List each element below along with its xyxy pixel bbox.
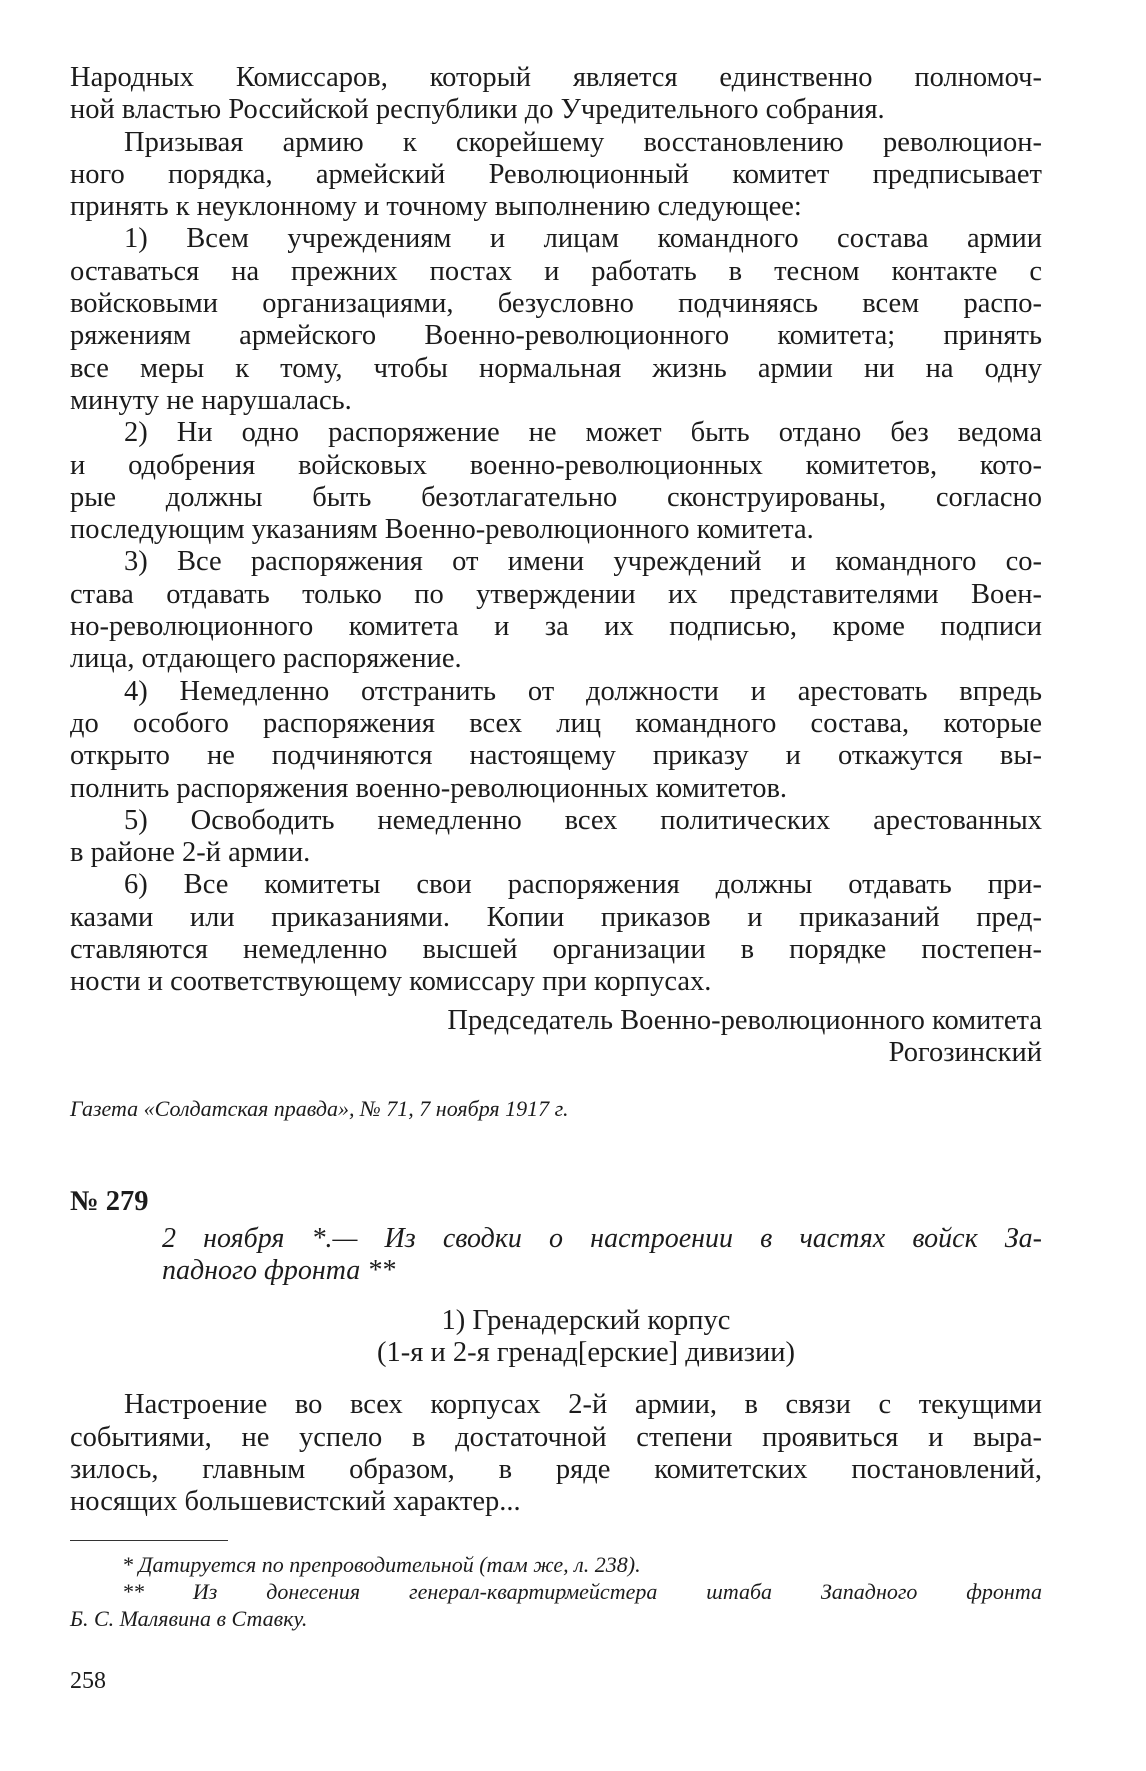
text-line: войсковыми организациями, безусловно подчиняясь всем распо-: [70, 288, 1042, 320]
text-line: ряжениям армейского Военно-революционного комитета; принять: [70, 320, 1042, 352]
text-line: 2) Ни одно распоряжение не может быть отдано без ведома: [124, 417, 1042, 449]
order-item-4: [70, 676, 1042, 805]
text-line: 5) Освободить немедленно всех политических арестованных: [124, 804, 1042, 836]
order-item-1: [70, 223, 1042, 417]
signature-name: Рогозинский: [888, 1036, 1042, 1068]
document-heading: [70, 1223, 1042, 1287]
text-line: става отдавать только по утверждении их представителями Воен-: [70, 578, 1042, 610]
footnote-2-line: Б. С. Малявина в Ставку.: [70, 1606, 308, 1632]
text-line: Народных Комиссаров, который является единственно полномоч-: [70, 62, 1042, 93]
section-subheading: [70, 1305, 1042, 1369]
text-line: в районе 2-й армии.: [70, 837, 311, 869]
text-line: 4) Немедленно отстранить от должности и арестовать впредь: [124, 675, 1042, 707]
text-line: лица, отдающего распоряжение.: [70, 643, 462, 675]
text-line: ставляются немедленно высшей организации в порядке постепен-: [70, 934, 1042, 966]
subheading-line: (1-я и 2-я гренад[ерские] дивизии): [377, 1337, 795, 1369]
paragraph-report: [70, 1389, 1042, 1518]
text-line: принять к неуклонному и точному выполнению следующее:: [70, 191, 802, 223]
order-item-2: [70, 417, 1042, 546]
text-line: зилось, главным образом, в ряде комитетских постановлений,: [70, 1453, 1042, 1485]
paragraph-preamble: [70, 127, 1042, 224]
text-line: ного порядка, армейский Революционный комитет предписывает: [70, 158, 1042, 190]
text-line: событиями, не успело в достаточной степени проявиться и выра-: [70, 1421, 1042, 1453]
text-line: 3) Все распоряжения от имени учреждений и командного со-: [124, 546, 1042, 578]
text-line: но-революционного комитета и за их подписью, кроме подписи: [70, 611, 1042, 643]
text-line: все меры к тому, чтобы нормальная жизнь армии ни на одну: [70, 352, 1042, 384]
order-item-3: [70, 546, 1042, 675]
text-line: последующим указаниям Военно-революционного комитета.: [70, 514, 814, 546]
footnote-1: * Датируется по препроводительной (там же, л. 238).: [122, 1552, 641, 1578]
footnotes: [70, 1551, 1042, 1632]
order-item-5: [70, 805, 1042, 870]
text-line: полнить распоряжения военно-революционных комитетов.: [70, 772, 788, 804]
text-line: 1) Всем учреждениям и лицам командного состава армии: [124, 223, 1042, 255]
paragraph-intro: [70, 62, 1042, 127]
heading-line: падного фронта **: [162, 1255, 396, 1287]
text-line: Настроение во всех корпусах 2-й армии, в связи с текущими: [124, 1389, 1042, 1421]
document-number: № 279: [70, 1186, 149, 1218]
page-content: [70, 62, 1042, 1695]
order-item-6: [70, 869, 1042, 998]
text-line: Призывая армию к скорейшему восстановлению революцион-: [124, 126, 1042, 158]
footnote-2-line: ** Из донесения генерал-квартирмейстера штаба Западного фронта: [122, 1579, 1042, 1605]
text-line: ной властью Российской республики до Учредительного собрания.: [70, 94, 885, 126]
heading-line: 2 ноября *.— Из сводки о настроении в частях войск За-: [162, 1223, 1042, 1255]
page-number: 258: [70, 1668, 106, 1695]
text-line: носящих большевистский характер...: [70, 1486, 521, 1518]
text-line: открыто не подчиняются настоящему приказу и откажутся вы-: [70, 740, 1042, 772]
source-citation: Газета «Солдатская правда», № 71, 7 ноября 1917 г.: [70, 1096, 569, 1122]
text-line: 6) Все комитеты свои распоряжения должны отдавать при-: [124, 869, 1042, 901]
signature-block: [70, 1005, 1042, 1070]
signature-title: Председатель Военно-революционного комитета: [447, 1004, 1042, 1036]
text-line: рые должны быть безотлагательно сконструированы, согласно: [70, 481, 1042, 513]
text-line: казами или приказаниями. Копии приказов и приказаний пред-: [70, 901, 1042, 933]
footnote-divider: [70, 1540, 228, 1541]
text-line: минуту не нарушалась.: [70, 384, 352, 416]
text-line: ности и соответствующему комиссару при корпусах.: [70, 966, 712, 998]
text-line: и одобрения войсковых военно-революционных комитетов, кото-: [70, 449, 1042, 481]
text-line: до особого распоряжения всех лиц командного состава, которые: [70, 707, 1042, 739]
subheading-line: 1) Гренадерский корпус: [441, 1305, 731, 1337]
text-line: оставаться на прежних постах и работать в тесном контакте с: [70, 255, 1042, 287]
